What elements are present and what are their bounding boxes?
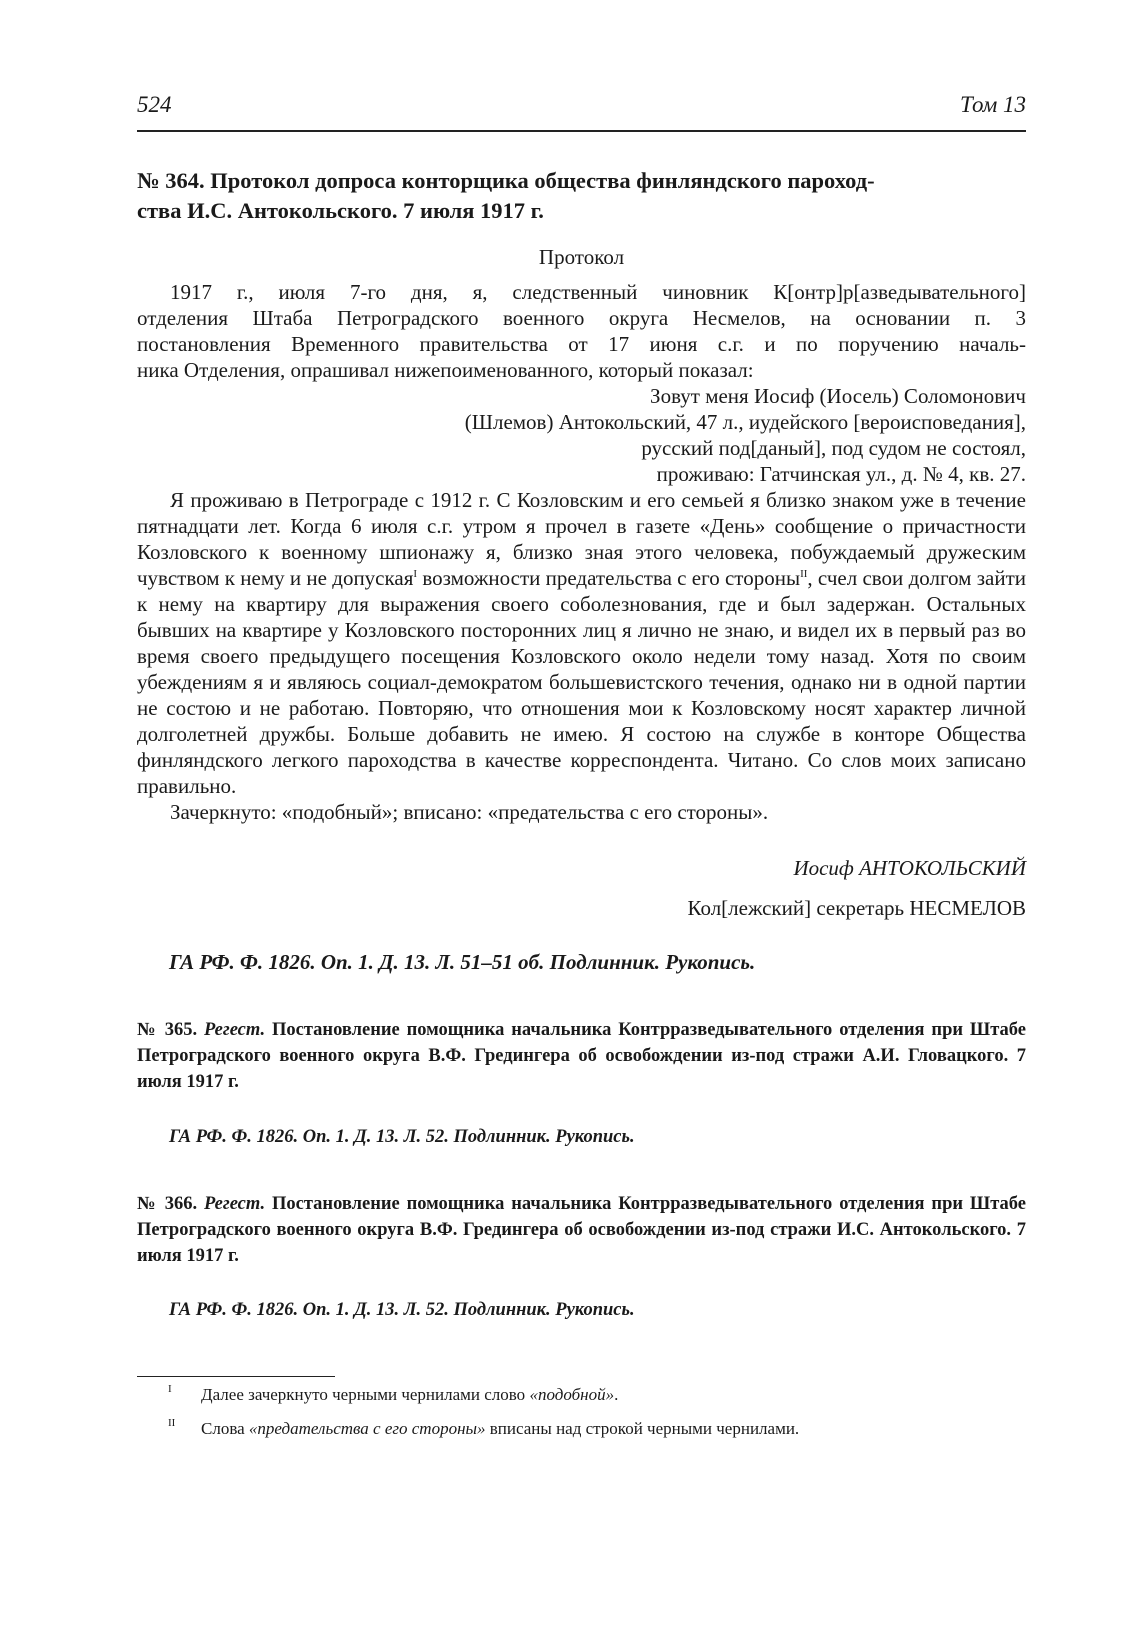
archive-reference-364: ГА РФ. Ф. 1826. Оп. 1. Д. 13. Л. 51–51 об. Подлинник. Рукопись. <box>169 950 756 974</box>
correction-note: Зачеркнуто: «подобный»; вписано: «предательства с его стороны». <box>170 800 769 824</box>
intro-line: ника Отделения, опрашивал нижепоименованного, который показал: <box>137 358 754 382</box>
identity-line: русский под[даный], под судом не состоял, <box>641 436 1026 460</box>
regest-365 <box>137 1017 1026 1095</box>
title-line: № 364. Протокол допроса конторщика общества финляндского пароход- <box>137 168 875 193</box>
footnote-emphasis: «предательства с его стороны» <box>248 1419 486 1438</box>
footnote-text-part: Далее зачеркнуто черными чернилами слово <box>201 1385 530 1404</box>
identity-line: Зовут меня Иосиф (Иосель) Соломонович <box>650 384 1026 408</box>
protocol-heading: Протокол <box>538 245 625 269</box>
footnote-text-part: вписаны над строкой черными чернилами. <box>485 1419 800 1438</box>
regest-366 <box>137 1191 1026 1269</box>
footnote-text <box>201 1419 799 1439</box>
intro-line: отделения Штаба Петроградского военного округа Несмелов, на основании п. 3 <box>137 306 1026 330</box>
regest-label: Регест. <box>204 1194 266 1214</box>
regest-label: Регест. <box>204 1020 266 1040</box>
footnote-ref-1: I <box>413 568 418 580</box>
footnote-ref-2: II <box>800 568 808 580</box>
document-number: № 366. <box>137 1194 198 1214</box>
running-header <box>137 92 1026 132</box>
intro-line: 1917 г., июля 7-го дня, я, следственный чиновник К[онтр]р[азведывательного] <box>170 280 1026 304</box>
title-line: ства И.С. Антокольского. 7 июля 1917 г. <box>137 198 544 223</box>
identity-line: проживаю: Гатчинская ул., д. № 4, кв. 27. <box>656 462 1026 486</box>
intro-line: постановления Временного правительства от 17 июня с.г. и по поручению началь- <box>137 332 1026 356</box>
volume-label: Том 13 <box>959 92 1026 117</box>
testimony-text: возможности предательства с его стороны <box>417 566 801 590</box>
regest-text: Постановление помощника начальника Контрразведывательного отделения при Штабе Петроградского военного округа В.Ф. Гредингера об освобождении из-под стражи И.С. Антокольского. 7 июля 1917 г. <box>137 1194 1027 1266</box>
header-rule <box>137 130 1026 132</box>
document-number: № 365. <box>137 1020 198 1040</box>
archive-reference-366: ГА РФ. Ф. 1826. Оп. 1. Д. 13. Л. 52. Подлинник. Рукопись. <box>169 1300 635 1320</box>
footnote-emphasis: «подобной» <box>529 1385 615 1404</box>
archive-reference-365: ГА РФ. Ф. 1826. Оп. 1. Д. 13. Л. 52. Подлинник. Рукопись. <box>169 1127 635 1147</box>
testimony-text: , счел свои долгом зайти к нему на квартиру для выражения своего соболезнования, где и был задержан. Остальных бывших на квартире у Козловского посторонних лиц я лично не знаю, и видел их в первый раз во время своего предыдущего посещения Козловского около недели тому назад. Хотя по своим убеждениям я и являюсь социал-демократом большевистского течения, однако ни в одной партии не состою и не работаю. Повторяю, что отношения мои к Козловскому носят характер личной долголетней дружбы. Больше добавить не имею. Я состою на службе в конторе Общества финляндского легкого пароходства в качестве корреспондента. Читано. Со слов моих записано правильно. <box>137 566 1026 798</box>
footnote-mark: II <box>168 1417 176 1429</box>
protocol-body <box>137 279 1026 825</box>
footnote-text-part: Слова <box>201 1419 249 1438</box>
identity-line: (Шлемов) Антокольский, 47 л., иудейского [вероисповедания], <box>464 410 1026 434</box>
footnote-text-part: . <box>614 1385 619 1404</box>
footnote-text <box>201 1385 618 1405</box>
signature-officer: Кол[лежский] секретарь НЕСМЕЛОВ <box>687 896 1026 920</box>
footnote-rule <box>137 1376 335 1377</box>
regest-text: Постановление помощника начальника Контрразведывательного отделения при Штабе Петроградского военного округа В.Ф. Гредингера об освобождении из-под стражи А.И. Гловацкого. 7 июля 1917 г. <box>137 1020 1027 1092</box>
document-364-title <box>137 166 1026 226</box>
signature-witness: Иосиф АНТОКОЛЬСКИЙ <box>793 856 1026 880</box>
testimony-text: Я проживаю в Петрограде с 1912 г. С Козловским и его семьей я близко знаком уже в течение пятнадцати лет. Когда 6 июля с.г. утром я прочел в газете «День» сообщение о причастности Козловского к военному шпионажу я, близко зная этого человека, побуждаемый дружеским чувством к нему и не допуская <box>137 488 1026 590</box>
testimony-paragraph <box>137 487 1026 799</box>
footnote-mark: I <box>168 1383 172 1395</box>
page-number: 524 <box>137 92 172 117</box>
